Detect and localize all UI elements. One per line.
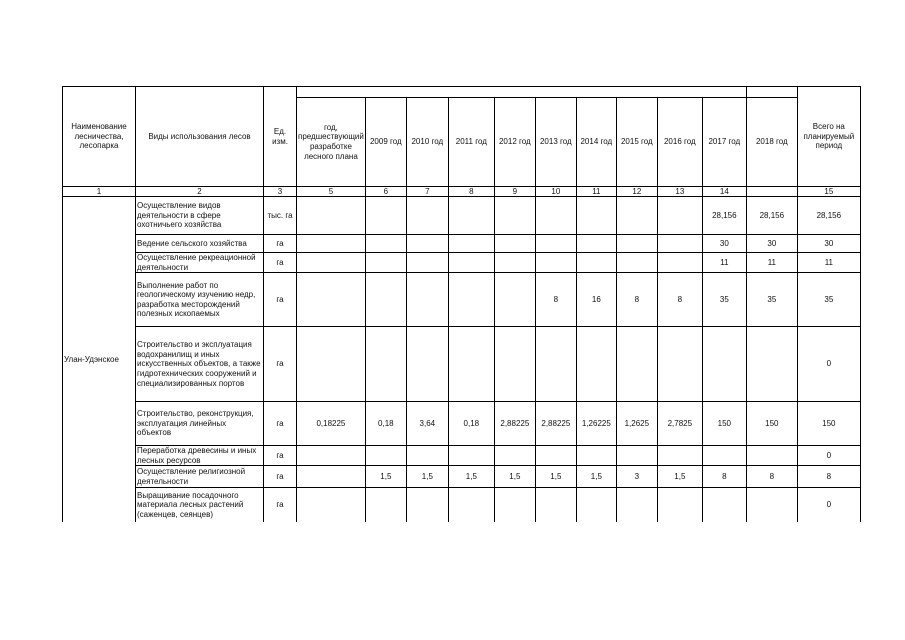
unit-cell: га — [264, 446, 297, 466]
year-cell: 8 — [702, 466, 746, 488]
year-cell — [448, 197, 494, 235]
total-cell: 0 — [797, 327, 860, 402]
table-row — [63, 488, 861, 522]
column-number: 13 — [657, 187, 702, 197]
unit-cell: га — [264, 402, 297, 446]
table-row — [63, 402, 861, 446]
year-cell — [702, 446, 746, 466]
year-cell: 2,88225 — [535, 402, 576, 446]
total-cell: 30 — [797, 235, 860, 253]
column-number: 11 — [576, 187, 616, 197]
column-number: 6 — [365, 187, 406, 197]
total-cell: 0 — [797, 446, 860, 466]
use-kind: Строительство, реконструкция, эксплуатация линейных объектов — [136, 402, 264, 446]
column-number: 14 — [702, 187, 746, 197]
year-cell: 16 — [576, 273, 616, 327]
year-cell — [657, 488, 702, 522]
header-year: 2012 год — [494, 98, 535, 187]
year-cell — [494, 273, 535, 327]
column-number: 8 — [448, 187, 494, 197]
year-cell — [448, 488, 494, 522]
prev-year-cell — [297, 253, 366, 273]
year-cell — [535, 235, 576, 253]
year-cell — [365, 253, 406, 273]
header-year: 2017 год — [702, 98, 746, 187]
unit-cell: га — [264, 488, 297, 522]
total-cell: 0 — [797, 488, 860, 522]
year-cell: 1,5 — [406, 466, 448, 488]
use-kind: Строительство и эксплуатация водохранилищ и иных искусственных объектов, а также гидротехнических сооружений и специализированных портов — [136, 327, 264, 402]
year-cell: 1,5 — [365, 466, 406, 488]
header-year: 2018 год — [746, 98, 797, 187]
use-kind: Ведение сельского хозяйства — [136, 235, 264, 253]
year-cell: 11 — [702, 253, 746, 273]
year-cell — [494, 327, 535, 402]
year-cell — [657, 197, 702, 235]
year-cell — [702, 327, 746, 402]
header-unit: Ед. изм. — [264, 87, 297, 187]
unit-cell: га — [264, 253, 297, 273]
year-cell — [365, 197, 406, 235]
year-cell — [406, 197, 448, 235]
prev-year-cell — [297, 466, 366, 488]
year-cell — [576, 235, 616, 253]
unit-cell: га — [264, 273, 297, 327]
year-cell: 0,18 — [365, 402, 406, 446]
total-cell: 11 — [797, 253, 860, 273]
year-cell: 11 — [746, 253, 797, 273]
year-cell — [616, 235, 657, 253]
year-cell — [365, 488, 406, 522]
year-cell: 1,5 — [576, 466, 616, 488]
year-cell — [406, 253, 448, 273]
year-cell: 150 — [746, 402, 797, 446]
column-number: 12 — [616, 187, 657, 197]
year-cell: 28,156 — [746, 197, 797, 235]
year-cell — [448, 235, 494, 253]
year-cell: 1,5 — [657, 466, 702, 488]
year-cell — [406, 446, 448, 466]
year-cell — [576, 446, 616, 466]
column-number: 3 — [264, 187, 297, 197]
year-cell — [657, 253, 702, 273]
year-cell: 30 — [746, 235, 797, 253]
year-cell — [448, 446, 494, 466]
column-number: 5 — [297, 187, 366, 197]
header-prev-year: год, предшествующий разработке лесного плана — [297, 98, 366, 187]
header-year: 2011 год — [448, 98, 494, 187]
use-kind: Выращивание посадочного материала лесных растений (саженцев, сеянцев) — [136, 488, 264, 522]
use-kind: Осуществление рекреационной деятельности — [136, 253, 264, 273]
header-year: 2015 год — [616, 98, 657, 187]
header-year: 2009 год — [365, 98, 406, 187]
column-number: 15 — [797, 187, 860, 197]
column-number — [746, 187, 797, 197]
prev-year-cell — [297, 327, 366, 402]
year-cell — [616, 197, 657, 235]
year-cell: 28,156 — [702, 197, 746, 235]
total-cell: 150 — [797, 402, 860, 446]
table-row — [63, 197, 861, 235]
column-number: 2 — [136, 187, 264, 197]
header-year: 2016 год — [657, 98, 702, 187]
column-number: 1 — [63, 187, 136, 197]
year-cell — [576, 488, 616, 522]
year-cell: 1,26225 — [576, 402, 616, 446]
header-2018-top — [746, 87, 797, 98]
year-cell: 8 — [746, 466, 797, 488]
unit-cell: га — [264, 235, 297, 253]
year-cell — [365, 235, 406, 253]
year-cell: 1,5 — [448, 466, 494, 488]
year-cell — [448, 253, 494, 273]
total-cell: 8 — [797, 466, 860, 488]
year-cell: 3 — [616, 466, 657, 488]
year-cell: 8 — [616, 273, 657, 327]
year-cell: 150 — [702, 402, 746, 446]
year-cell — [576, 327, 616, 402]
header-years-group — [297, 87, 747, 98]
year-cell — [494, 235, 535, 253]
table-row — [63, 253, 861, 273]
header-year: 2014 год — [576, 98, 616, 187]
year-cell: 35 — [702, 273, 746, 327]
year-cell — [448, 273, 494, 327]
header-top-row — [63, 87, 861, 98]
column-number: 10 — [535, 187, 576, 197]
table-row — [63, 327, 861, 402]
year-cell — [535, 253, 576, 273]
year-cell — [494, 253, 535, 273]
year-cell — [616, 327, 657, 402]
year-cell: 2,88225 — [494, 402, 535, 446]
year-cell — [616, 488, 657, 522]
unit-cell: га — [264, 466, 297, 488]
year-cell: 1,2625 — [616, 402, 657, 446]
year-cell — [365, 446, 406, 466]
header-kind: Виды использования лесов — [136, 87, 264, 187]
year-cell — [535, 488, 576, 522]
year-cell — [616, 253, 657, 273]
year-cell — [406, 488, 448, 522]
year-cell — [746, 327, 797, 402]
year-cell — [406, 327, 448, 402]
year-cell — [448, 327, 494, 402]
header-total: Всего на планируемый период — [797, 87, 860, 187]
year-cell — [365, 327, 406, 402]
column-number: 9 — [494, 187, 535, 197]
header-name: Наименование лесничества, лесопарка — [63, 87, 136, 187]
year-cell — [576, 253, 616, 273]
year-cell — [657, 327, 702, 402]
year-cell: 8 — [657, 273, 702, 327]
forestry-name: Улан-Удэнское — [63, 197, 136, 522]
table-row — [63, 235, 861, 253]
total-cell: 35 — [797, 273, 860, 327]
use-kind: Осуществление видов деятельности в сфере охотничьего хозяйства — [136, 197, 264, 235]
year-cell — [406, 273, 448, 327]
unit-cell: га — [264, 327, 297, 402]
year-cell: 8 — [535, 273, 576, 327]
use-kind: Выполнение работ по геологическому изучению недр, разработка месторождений полезных ископаемых — [136, 273, 264, 327]
year-cell: 3,64 — [406, 402, 448, 446]
column-number: 7 — [406, 187, 448, 197]
prev-year-cell — [297, 235, 366, 253]
use-kind: Осуществление религиозной деятельности — [136, 466, 264, 488]
year-cell — [535, 327, 576, 402]
year-cell: 1,5 — [494, 466, 535, 488]
year-cell — [657, 446, 702, 466]
year-cell — [746, 446, 797, 466]
year-cell: 0,18 — [448, 402, 494, 446]
prev-year-cell — [297, 273, 366, 327]
year-cell — [702, 488, 746, 522]
year-cell: 35 — [746, 273, 797, 327]
table-row — [63, 466, 861, 488]
year-cell — [494, 446, 535, 466]
table-row — [63, 446, 861, 466]
year-cell — [494, 197, 535, 235]
prev-year-cell — [297, 197, 366, 235]
year-cell — [365, 273, 406, 327]
year-cell — [535, 197, 576, 235]
year-cell — [535, 446, 576, 466]
header-year: 2013 год — [535, 98, 576, 187]
use-kind: Переработка древесины и иных лесных ресурсов — [136, 446, 264, 466]
prev-year-cell — [297, 446, 366, 466]
prev-year-cell — [297, 488, 366, 522]
prev-year-cell: 0,18225 — [297, 402, 366, 446]
year-cell — [616, 446, 657, 466]
year-cell: 2,7825 — [657, 402, 702, 446]
forest-use-table — [62, 86, 861, 522]
year-cell — [406, 235, 448, 253]
year-cell — [746, 488, 797, 522]
year-cell: 1,5 — [535, 466, 576, 488]
unit-cell: тыс. га — [264, 197, 297, 235]
year-cell — [657, 235, 702, 253]
total-cell: 28,156 — [797, 197, 860, 235]
year-cell — [576, 197, 616, 235]
year-cell — [494, 488, 535, 522]
table-row — [63, 273, 861, 327]
header-year: 2010 год — [406, 98, 448, 187]
column-numbers-row — [63, 187, 861, 197]
year-cell: 30 — [702, 235, 746, 253]
